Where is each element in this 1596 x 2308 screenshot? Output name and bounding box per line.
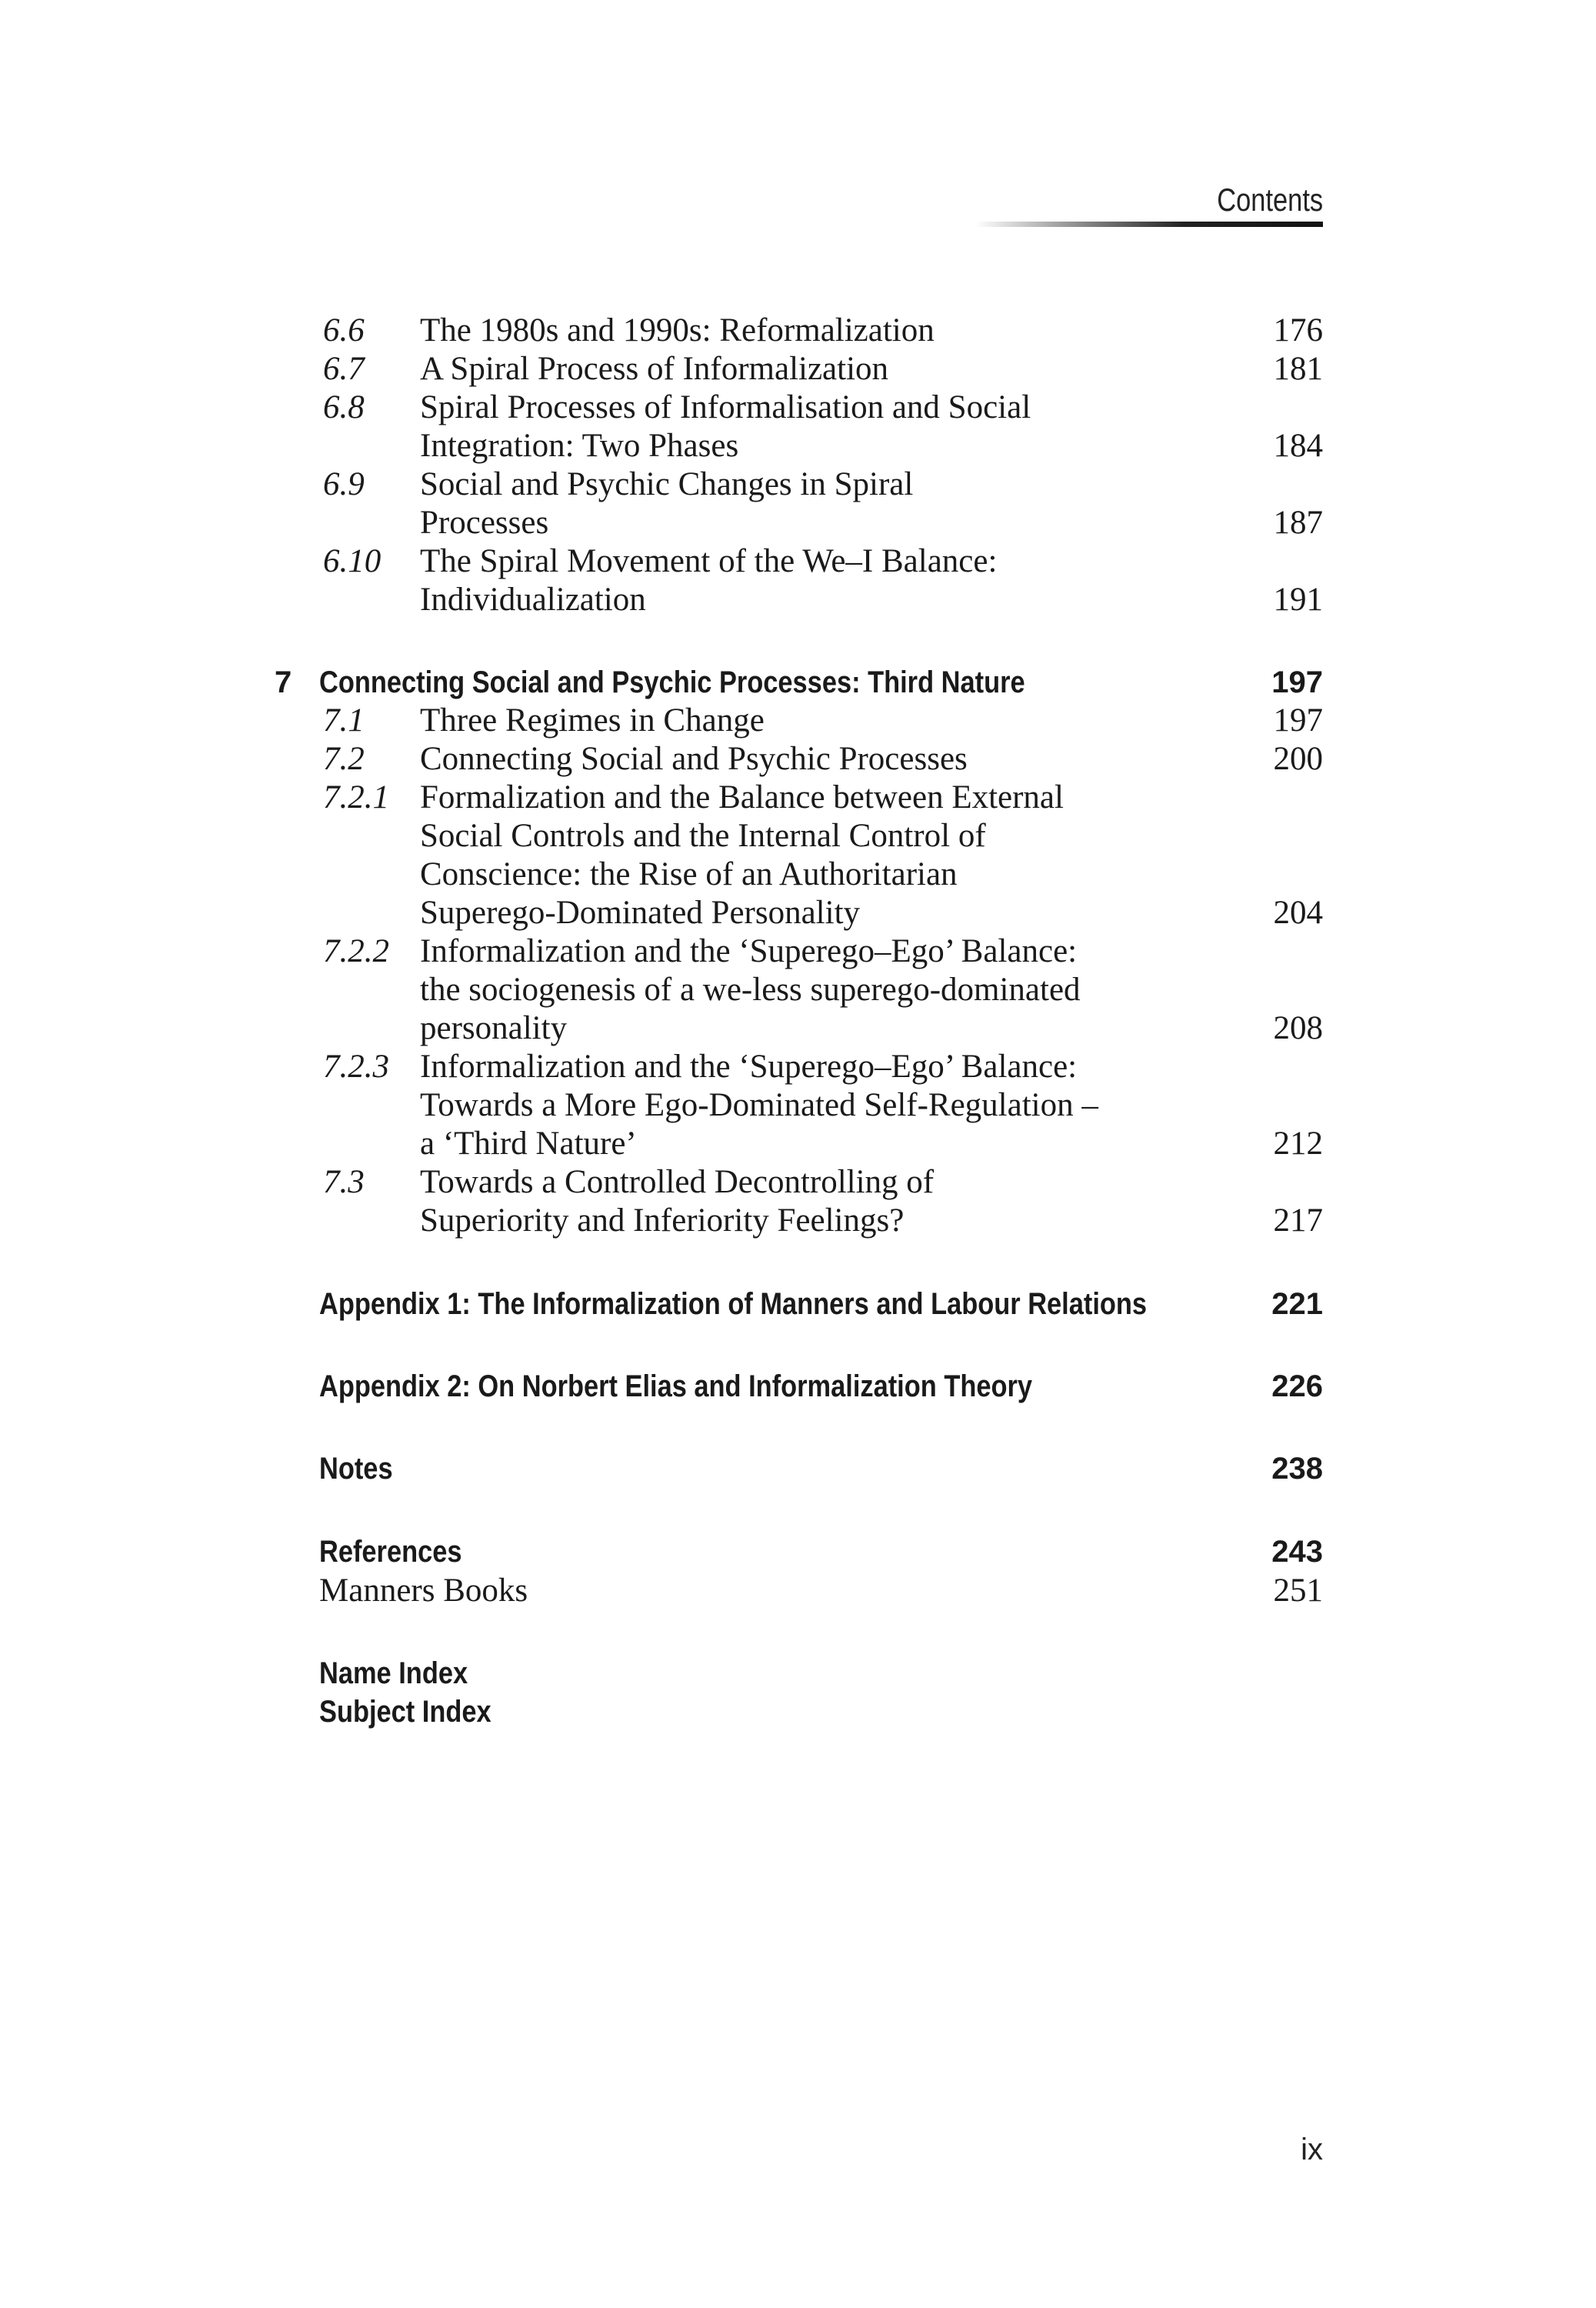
section-number: 6.7: [323, 351, 365, 387]
toc-entry-7-3[interactable]: [0, 1163, 1596, 1202]
page-number: 181: [1273, 351, 1323, 387]
section-number: 6.8: [323, 389, 365, 425]
name-index-title: Name Index: [319, 1656, 468, 1690]
page-folio: ix: [1301, 2133, 1323, 2166]
section-title-continued: the sociogenesis of a we-less superego-dominated: [420, 972, 1081, 1008]
section-title-continued: a ‘Third Nature’: [420, 1126, 637, 1162]
section-title-continued: Social Controls and the Internal Control of: [420, 818, 986, 854]
section-title-continued: Individualization: [420, 582, 646, 618]
section-title-continued: Towards a More Ego-Dominated Self-Regulation –: [420, 1087, 1098, 1123]
toc-entry-7-2-1[interactable]: [0, 779, 1596, 817]
section-title: Towards a Controlled Decontrolling of: [420, 1164, 935, 1200]
toc-entry-6-7[interactable]: [0, 350, 1596, 389]
chapter-title: Connecting Social and Psychic Processes: Third Nature: [319, 665, 1025, 699]
toc-entry-7-2-2-cont-2[interactable]: [0, 1009, 1596, 1048]
section-title-continued: Conscience: the Rise of an Authoritarian: [420, 856, 958, 892]
section-title: Formalization and the Balance between External: [420, 779, 1064, 815]
page-number: 226: [1271, 1369, 1323, 1403]
section-number: 7.2: [323, 741, 365, 777]
toc-name-index[interactable]: [0, 1654, 1596, 1693]
page-number: 217: [1273, 1202, 1323, 1239]
running-head: Contents: [1217, 182, 1323, 218]
page-number: 208: [1273, 1010, 1323, 1046]
toc-entry-6-10-cont[interactable]: [0, 581, 1596, 619]
page-number: 197: [1271, 665, 1323, 699]
section-title-continued: Integration: Two Phases: [420, 428, 739, 464]
toc-entry-7-2-3-cont-2[interactable]: [0, 1125, 1596, 1163]
section-number: 6.10: [323, 543, 382, 579]
toc-entry-7-1[interactable]: [0, 702, 1596, 740]
toc-subject-index[interactable]: [0, 1693, 1596, 1731]
toc-entry-7-2-2[interactable]: [0, 932, 1596, 971]
toc-appendix-1[interactable]: [0, 1285, 1596, 1323]
section-title: Spiral Processes of Informalisation and Social: [420, 389, 1031, 425]
section-number: 6.6: [323, 312, 365, 349]
section-number: 7.2.1: [323, 779, 389, 815]
section-title: Informalization and the ‘Superego–Ego’ Balance:: [420, 1049, 1078, 1085]
section-title: The 1980s and 1990s: Reformalization: [420, 312, 935, 349]
section-number: 7.3: [323, 1164, 365, 1200]
section-title: Three Regimes in Change: [420, 702, 765, 739]
toc-entry-7-2-1-cont-3[interactable]: [0, 894, 1596, 932]
toc-entry-6-8[interactable]: [0, 389, 1596, 427]
section-title-continued: Superiority and Inferiority Feelings?: [420, 1202, 905, 1239]
section-title: A Spiral Process of Informalization: [420, 351, 889, 387]
page-number: 197: [1273, 702, 1323, 739]
section-number: 6.9: [323, 466, 365, 502]
toc-entry-7-2[interactable]: [0, 740, 1596, 779]
section-title: Social and Psychic Changes in Spiral: [420, 466, 914, 502]
page-number: 191: [1273, 582, 1323, 618]
page-number: 200: [1273, 741, 1323, 777]
toc-entry-6-10[interactable]: [0, 542, 1596, 581]
page-number: 238: [1271, 1452, 1323, 1486]
page-number: 221: [1271, 1287, 1323, 1321]
page-number: 251: [1273, 1573, 1323, 1609]
section-title: Informalization and the ‘Superego–Ego’ Balance:: [420, 933, 1078, 969]
toc-notes[interactable]: [0, 1449, 1596, 1488]
page-number: 204: [1273, 895, 1323, 931]
section-title-continued: personality: [420, 1010, 568, 1046]
page-number: 212: [1273, 1126, 1323, 1162]
chapter-number: 7: [275, 665, 292, 699]
manners-books-title: Manners Books: [319, 1573, 528, 1609]
appendix-2-title: Appendix 2: On Norbert Elias and Informalization Theory: [319, 1369, 1033, 1403]
toc-entry-6-9[interactable]: [0, 465, 1596, 504]
header-rule: [975, 222, 1323, 227]
toc-entry-6-6[interactable]: [0, 312, 1596, 350]
toc-entry-7-2-3[interactable]: [0, 1048, 1596, 1086]
appendix-1-title: Appendix 1: The Informalization of Manners and Labour Relations: [319, 1287, 1148, 1321]
toc-appendix-2[interactable]: [0, 1367, 1596, 1406]
toc-entry-7-3-cont[interactable]: [0, 1202, 1596, 1240]
toc-references[interactable]: [0, 1533, 1596, 1571]
toc-manners-books[interactable]: [0, 1572, 1596, 1610]
toc-entry-6-8-cont[interactable]: [0, 427, 1596, 465]
toc-entry-7-2-1-cont-2[interactable]: [0, 855, 1596, 894]
toc-entry-6-9-cont[interactable]: [0, 504, 1596, 542]
section-title-continued: Superego-Dominated Personality: [420, 895, 861, 931]
subject-index-title: Subject Index: [319, 1695, 491, 1729]
section-number: 7.1: [323, 702, 365, 739]
section-title-continued: Processes: [420, 505, 549, 541]
toc-entry-7-2-2-cont-1[interactable]: [0, 971, 1596, 1009]
section-number: 7.2.3: [323, 1049, 389, 1085]
section-title: Connecting Social and Psychic Processes: [420, 741, 968, 777]
page-number: 184: [1273, 428, 1323, 464]
toc-entry-7-2-3-cont-1[interactable]: [0, 1086, 1596, 1125]
notes-title: Notes: [319, 1452, 393, 1486]
toc-chapter-7[interactable]: [0, 663, 1596, 702]
section-number: 7.2.2: [323, 933, 389, 969]
page-number: 187: [1273, 505, 1323, 541]
references-title: References: [319, 1535, 462, 1569]
toc-entry-7-2-1-cont-1[interactable]: [0, 817, 1596, 855]
page-number: 176: [1273, 312, 1323, 349]
section-title: The Spiral Movement of the We–I Balance:: [420, 543, 998, 579]
page-number: 243: [1271, 1535, 1323, 1569]
